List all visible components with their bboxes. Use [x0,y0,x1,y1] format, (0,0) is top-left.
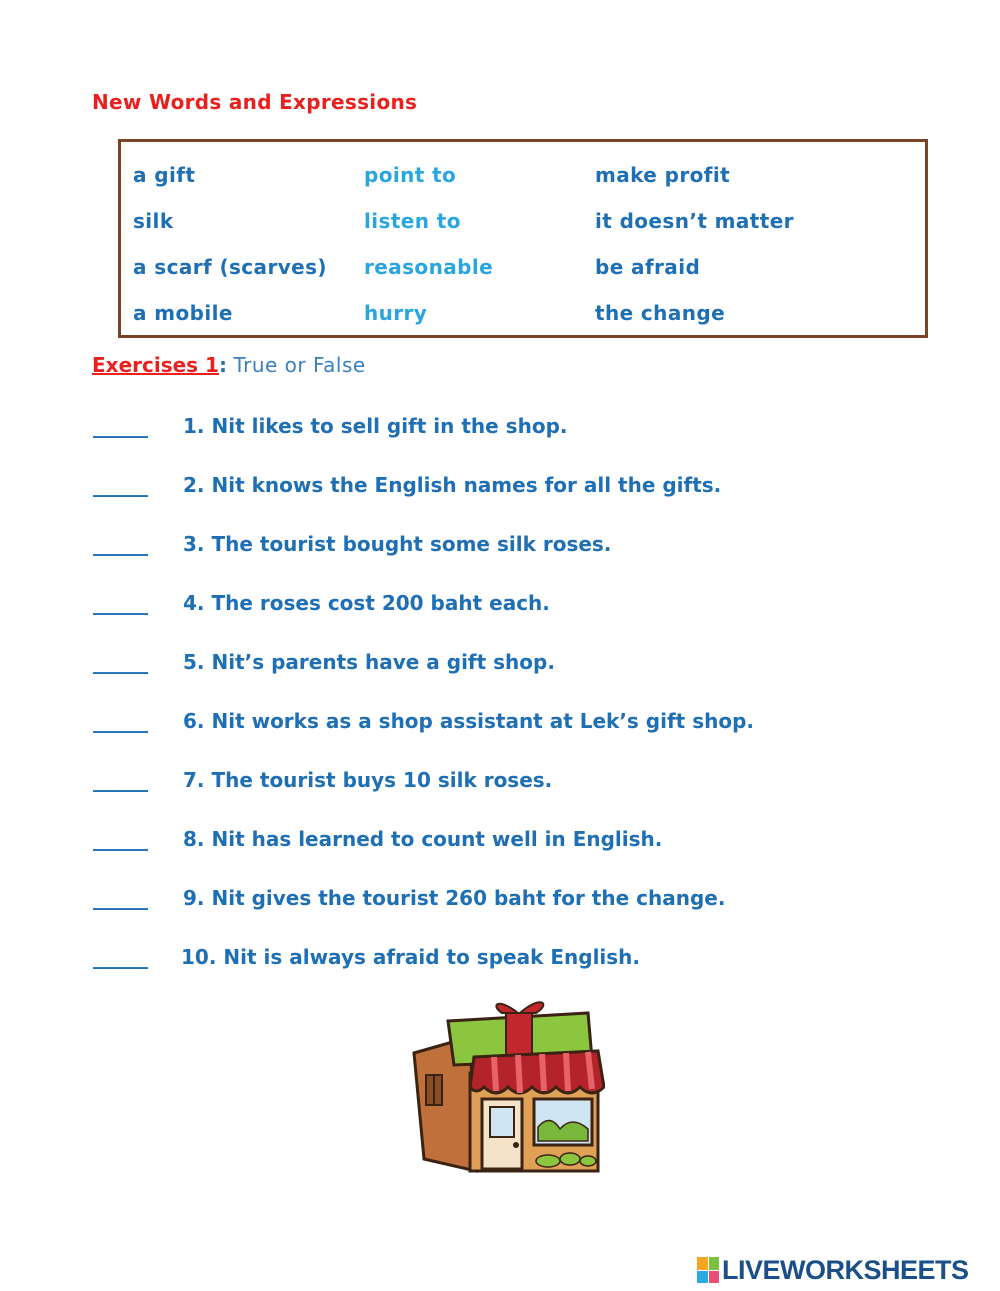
question-text: 4. The roses cost 200 baht each. [183,591,550,615]
exercise-header [92,353,366,377]
question-item [93,587,754,646]
vocab-word: a mobile [133,301,233,325]
question-item [93,823,754,882]
question-text: 9. Nit gives the tourist 260 baht for the change. [183,886,726,910]
brand-text: LIVEWORKSHEETS [722,1254,969,1285]
question-item [93,469,754,528]
answer-blank[interactable]: ______ [93,945,147,969]
gift-shop-icon [410,995,605,1175]
vocabulary-column-1 [133,160,327,344]
question-list [93,410,754,1000]
vocab-word: hurry [364,301,428,325]
question-text: 10. Nit is always afraid to speak English. [181,945,641,969]
vocab-word: the change [595,301,726,325]
liveworksheets-logo-icon [697,1257,719,1283]
liveworksheets-brand [697,1255,969,1285]
answer-blank[interactable]: ______ [93,532,147,556]
question-item [93,528,754,587]
vocab-word: listen to [364,209,461,233]
question-item [93,705,754,764]
exercise-label: Exercises 1 [92,353,219,377]
exercise-instruction: True or False [233,353,366,377]
vocab-word: point to [364,163,457,187]
answer-blank[interactable]: ______ [93,473,147,497]
question-item [93,764,754,823]
question-text: 6. Nit works as a shop assistant at Lek’s gift shop. [183,709,754,733]
answer-blank[interactable]: ______ [93,650,147,674]
vocab-word: make profit [595,163,731,187]
question-text: 5. Nit’s parents have a gift shop. [183,650,555,674]
answer-blank[interactable]: ______ [93,709,147,733]
question-item [93,941,754,1000]
answer-blank[interactable]: ______ [93,886,147,910]
vocab-word: a scarf (scarves) [133,255,327,279]
question-item [93,646,754,705]
vocab-word: it doesn’t matter [595,209,794,233]
vocabulary-column-3 [595,160,794,344]
question-text: 1. Nit likes to sell gift in the shop. [183,414,568,438]
question-text: 3. The tourist bought some silk roses. [183,532,612,556]
vocab-word: a gift [133,163,196,187]
answer-blank[interactable]: ______ [93,768,147,792]
exercise-separator: : [218,353,227,377]
vocab-word: be afraid [595,255,701,279]
vocab-word: reasonable [364,255,494,279]
answer-blank[interactable]: ______ [93,414,147,438]
question-item [93,410,754,469]
question-item [93,882,754,941]
question-text: 7. The tourist buys 10 silk roses. [183,768,553,792]
answer-blank[interactable]: ______ [93,827,147,851]
vocabulary-box [118,139,928,338]
question-text: 2. Nit knows the English names for all the gifts. [183,473,722,497]
vocabulary-column-2 [364,160,493,344]
section-title: New Words and Expressions [92,90,418,114]
question-text: 8. Nit has learned to count well in English. [183,827,663,851]
answer-blank[interactable]: ______ [93,591,147,615]
vocab-word: silk [133,209,174,233]
